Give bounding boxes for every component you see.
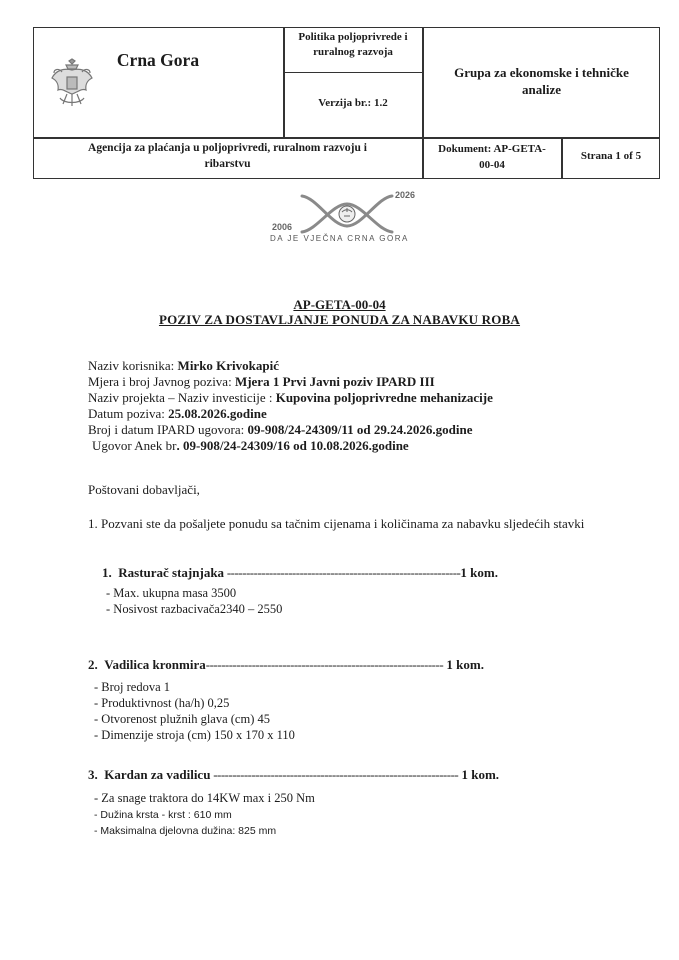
item-spec: - Max. ukupna masa 3500: [106, 586, 237, 600]
item-quantity: 1 kom.: [458, 767, 500, 782]
item-name: Rasturač stajnjaka: [118, 565, 225, 580]
year-left: 2006: [272, 222, 293, 232]
agency-line-1: Agencija za plaćanja u poljoprivredi, ruralnom razvoju i: [88, 142, 367, 154]
document-code: AP-GETA-00-04: [293, 297, 386, 312]
policy-line-2: ruralnog razvoja: [313, 46, 393, 58]
date-value: 25.08.2026.godine: [168, 406, 267, 421]
item-dashes: -------------------------------------------------------------: [224, 565, 461, 580]
item-name: Kardan za vadilicu: [104, 767, 211, 782]
item-spec: - Maksimalna djelovna dužina: 825 mm: [94, 825, 277, 837]
item-spec: - Nosivost razbacivača2340 – 2550: [106, 602, 283, 616]
page-number: Strana 1 of 5: [580, 150, 642, 162]
contract-line: [88, 422, 473, 437]
item-spec: - Za snage traktora do 14KW max i 250 Nm: [94, 791, 315, 805]
item-heading: [88, 657, 484, 673]
item-dashes: --------------------------------------------------------------: [205, 657, 444, 672]
contract-label: Broj i datum IPARD ugovora:: [88, 422, 248, 437]
document-line-2: 00-04: [479, 159, 505, 171]
item-quantity: 1 kom.: [443, 657, 484, 672]
date-line: [88, 406, 267, 421]
year-right: 2026: [395, 190, 416, 200]
divider: [283, 72, 423, 73]
beneficiary-label: Naziv korisnika:: [88, 358, 178, 373]
group-line-1: Grupa za ekonomske i tehničke: [454, 65, 629, 80]
project-label: Naziv projekta – Naziv investicije :: [88, 390, 276, 405]
item-number: 2.: [88, 657, 98, 672]
item-spec: - Dužina krsta - krst : 610 mm: [94, 809, 232, 821]
anniversary-caption: DA JE VJEČNA CRNA GORA: [270, 234, 409, 243]
item-spec: - Broj redova 1: [94, 680, 171, 694]
item-heading: [102, 565, 498, 581]
beneficiary-line: [88, 358, 279, 373]
annex-line: [92, 438, 409, 453]
item-dashes: ----------------------------------------------------------------: [210, 767, 459, 782]
item-name: Vadilica kronmira: [104, 657, 206, 672]
annex-value: . 09-908/24-24309/16 od 10.08.2026.godine: [176, 438, 409, 453]
divider: [33, 137, 660, 139]
document-line-1: Dokument: AP-GETA-: [438, 143, 546, 155]
country-name: Crna Gora: [116, 50, 200, 70]
beneficiary-value: Mirko Krivokapić: [177, 358, 280, 373]
item-spec: - Otvorenost plužnih glava (cm) 45: [94, 712, 270, 726]
annex-label: Ugovor Anek br: [92, 438, 177, 453]
group-line-2: analize: [522, 82, 561, 97]
date-label: Datum poziva:: [88, 406, 169, 421]
project-value: Kupovina poljoprivredne mehanizacije: [275, 390, 493, 405]
item-heading: [88, 767, 499, 783]
greeting: Poštovani dobavljači,: [88, 482, 200, 497]
document-title: POZIV ZA DOSTAVLJANJE PONUDA ZA NABAVKU ROBA: [158, 312, 521, 327]
measure-line: [88, 374, 435, 389]
measure-label: Mjera i broj Javnog poziva:: [88, 374, 235, 389]
contract-value: 09-908/24-24309/11 od 29.24.2026.godine: [247, 422, 473, 437]
agency-line-2: ribarstvu: [204, 158, 251, 170]
policy-line-1: Politika poljoprivrede i: [298, 31, 408, 43]
item-number: 1.: [102, 565, 112, 580]
version-label: Verzija br.: 1.2: [318, 97, 388, 109]
item-number: 3.: [88, 767, 98, 782]
project-line: [88, 390, 493, 405]
intro-paragraph: 1. Pozvani ste da pošaljete ponudu sa tačnim cijenama i količinama za nabavku sljedećih stavki: [88, 516, 585, 531]
measure-value: Mjera 1 Prvi Javni poziv IPARD III: [234, 374, 435, 389]
item-quantity: 1 kom.: [460, 565, 498, 580]
item-spec: - Produktivnost (ha/h) 0,25: [94, 696, 230, 710]
item-spec: - Dimenzije stroja (cm) 150 x 170 x 110: [94, 728, 295, 742]
